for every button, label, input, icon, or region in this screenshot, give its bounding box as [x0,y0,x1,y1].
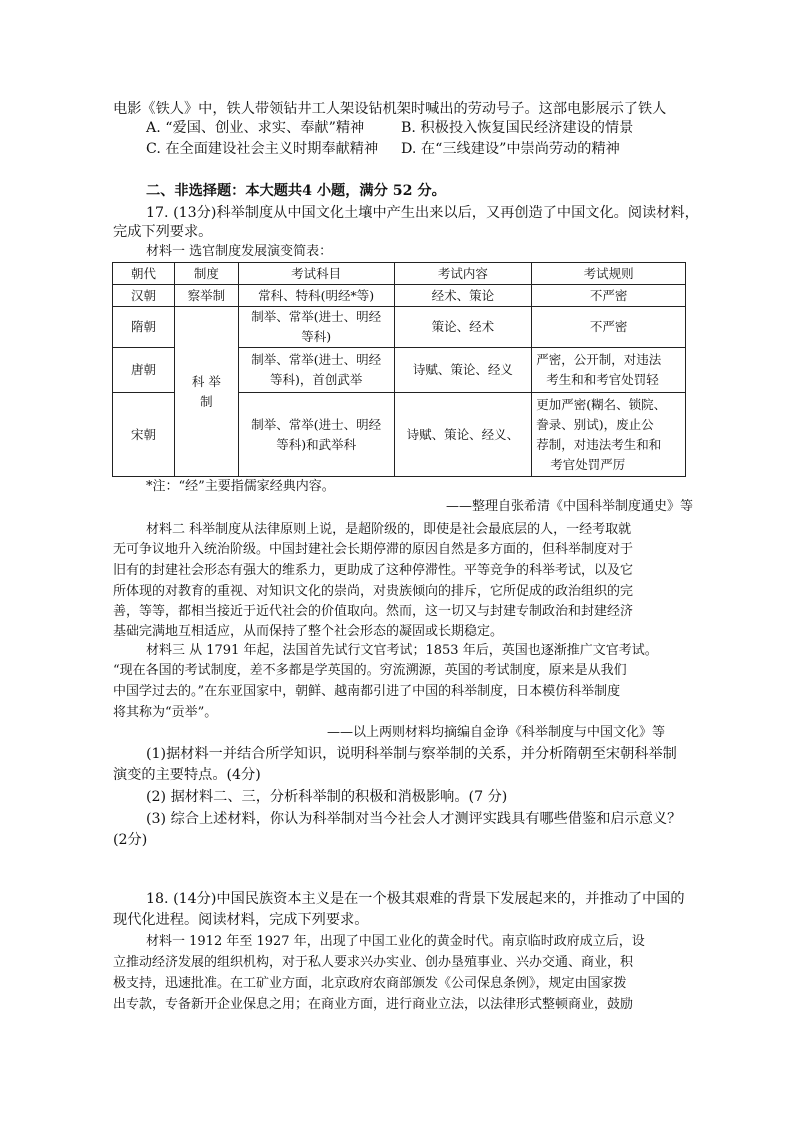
material-2-line: 基础完满地互相适应，从而保持了整个社会形态的凝固或长期稳定。 [113,624,504,639]
material-2-line: 所体现的对教育的重视、对知识文化的崇尚，对贵族倾向的排斥，它所促成的政治组织的完 [113,584,634,599]
header-content: 考试内容 [394,263,532,285]
q17-intro-line2: 完成下列要求。 [113,224,213,240]
header-rules: 考试规则 [532,263,686,285]
keju-label-1: 科 举 [191,373,221,389]
q17-ask-1-cont: 演变的主要特点。(4分) [113,767,261,783]
table-footnote: *注：“经”主要指儒家经典内容。 [146,479,335,494]
q17-intro-line1: 17. (13分)科举制度从中国文化土壤中产生出来以后，又再创造了中国文化。阅读材料， [146,205,699,221]
cell-text: 考官处罚严厉 [550,456,626,472]
cell-system: 察举制 [174,285,238,307]
material-3-line: 将其称为“贡举”。 [113,705,218,720]
section-heading: 二、非选择题：本大题共4 小题，满分 52 分。 [146,183,446,199]
cell-text: 更加严密(糊名、锁院、 [536,396,667,412]
q16-option-b: B. 积极投入恢复国民经济建设的情景 [401,120,634,136]
q17-ask-3-cont: (2分) [113,832,148,848]
selection-system-table [112,262,686,477]
cell-text: 誊录、别试)，废止公 [536,416,654,432]
material-2-line: 无可争议地升入统治阶级。中国封建社会长期停滞的原因自然是多方面的，但科举制度对于 [113,542,634,557]
material-3-line: “现在各国的考试制度，差不多都是学英国的。穷流溯源，英国的考试制度，原来是从我们 [113,663,627,678]
q18-material-1-line: 出专款，专备新开企业保息之用；在商业方面，进行商业立法，以法律形式整顿商业，鼓励 [113,997,634,1012]
cell-text: 考生和和考官处罚轻 [546,372,659,387]
header-system: 制度 [174,263,238,285]
source-citation-2: ——以上两则材料均摘编自金诤《科举制度与中国文化》等 [327,725,666,740]
header-dynasty: 朝代 [113,263,175,285]
cell-rules [532,393,686,477]
cell-subjects [238,307,394,348]
cell-rules: 不严密 [532,307,686,348]
table-header-row [113,263,686,285]
material-3-line: 材料三 从 1791 年起，法国首先试行文官考试；1853 年后，英国也逐渐推广文官考试。 [146,643,658,658]
cell-subjects [238,393,394,477]
q16-option-a: A. “爱国、创业、求实、奉献”精神 [146,120,365,136]
material-2-line: 材料二 科举制度从法律原则上说，是超阶级的，即使是社会最底层的人，一经考取就 [146,522,632,537]
cell-text: 制举、常举(进士、明经 [251,416,382,432]
q16-option-c: C. 在全面建设社会主义时期奉献精神 [146,141,379,157]
cell-text: 等科)，首创武举 [269,372,363,387]
cell-content: 诗赋、策论、经义、 [394,393,532,477]
q17-ask-1: (1)据材料一并结合所学知识，说明科举制与察举制的关系，并分析隋朝至宋朝科举制 [146,746,677,762]
cell-content: 经术、策论 [394,285,532,307]
cell-text: 严密，公开制，对违法 [536,352,662,367]
cell-content: 诗赋、策论、经义 [394,348,532,393]
cell-subjects [238,348,394,393]
q16-stem: 电影《铁人》中，铁人带领钻井工人架设钻机架时喊出的劳动号子。这部电影展示了铁人 [113,101,667,117]
table-row-sui [113,307,686,348]
q16-option-d: D. 在“三线建设”中崇尚劳动的精神 [401,141,620,157]
q17-ask-3: (3) 综合上述材料，你认为科举制对当今社会人才测评实践具有哪些借鉴和启示意义？ [146,811,682,827]
q18-intro-line1: 18. (14分)中国民族资本主义是在一个极其艰难的背景下发展起来的，并推动了中国的 [146,891,685,907]
cell-dynasty: 宋朝 [113,393,175,477]
cell-rules: 不严密 [532,285,686,307]
material-2-line: 善，等等，都相当接近于近代社会的价值取向。然而，这一切又与封建专制政治和封建经济 [113,604,634,619]
cell-subjects: 常科、特科(明经*等) [238,285,394,307]
cell-text: 等科) [301,329,332,344]
cell-text: 制举、常举(进士、明经 [251,352,382,367]
q18-material-1-line: 材料一 1912 年至 1927 年，出现了中国工业化的黄金时代。南京临时政府成立后，设 [146,934,645,949]
material-2-line: 旧有的封建社会形态有强大的维系力，更助成了这种停滞性。平等竞争的科举考试，以及它 [113,563,634,578]
cell-text: 荐制，对违法考生和和 [536,436,662,452]
material-3-line: 中国学过去的。”在东亚国家中，朝鲜、越南都引进了中国的科举制度，日本模仿科举制度 [113,684,621,699]
table-row-han [113,285,686,307]
cell-rules [532,348,686,393]
keju-label-2: 制 [200,393,213,409]
material-1-title: 材料一 选官制度发展演变简表： [146,244,333,259]
header-subjects: 考试科目 [238,263,394,285]
cell-text: 制举、常举(进士、明经 [251,309,382,324]
cell-content: 策论、经术 [394,307,532,348]
cell-text: 等科)和武举科 [276,436,357,452]
cell-keju-system [174,307,238,477]
q18-material-1-line: 极支持，迅速批准。在工矿业方面，北京政府农商部颁发《公司保息条例》，规定由国家拨 [113,976,627,991]
q18-material-1-line: 立推动经济发展的组织机构，对于私人要求兴办实业、创办垦殖事业、兴办交通、商业，积 [113,955,634,970]
cell-dynasty: 汉朝 [113,285,175,307]
source-citation-1: ——整理自张希清《中国科举制度通史》等 [446,499,694,514]
cell-dynasty: 隋朝 [113,307,175,348]
q18-intro-line2: 现代化进程。阅读材料，完成下列要求。 [113,912,369,928]
cell-dynasty: 唐朝 [113,348,175,393]
q17-ask-2: (2) 据材料二、三，分析科举制的积极和消极影响。(7 分) [146,789,508,805]
